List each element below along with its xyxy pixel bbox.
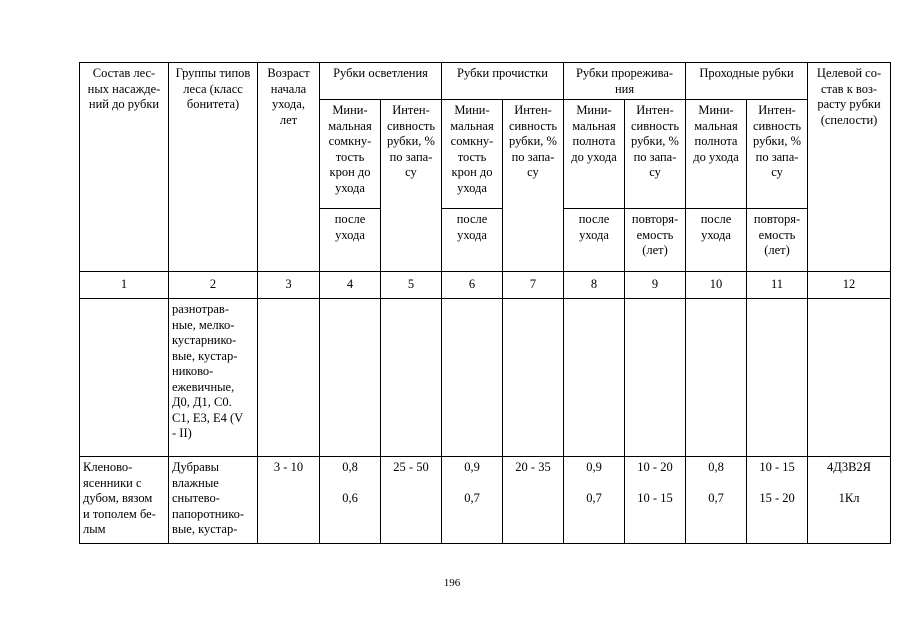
- cell-value: [625, 299, 686, 457]
- cell-start-age: [258, 299, 320, 457]
- cell-value: [564, 299, 625, 457]
- cell-value: 0,9 0,7: [442, 457, 503, 544]
- subheader-repeatability-thinning: повторя- емость (лет): [625, 209, 686, 272]
- table-row: [80, 457, 891, 544]
- header-passage-cutting: Проходные рубки: [686, 63, 808, 100]
- cell-value: 10 - 15 15 - 20: [747, 457, 808, 544]
- subheader-intensity-release: Интен- сивность рубки, % по запа- су: [381, 100, 442, 272]
- column-number: 10: [686, 272, 747, 299]
- subheader-min-density-passage: Мини- мальная полнота до ухода: [686, 100, 747, 209]
- column-number: 12: [808, 272, 891, 299]
- cell-value: [503, 299, 564, 457]
- subheader-after-care-thinning: после ухода: [564, 209, 625, 272]
- cell-value: 0,8 0,7: [686, 457, 747, 544]
- cell-composition: [80, 299, 169, 457]
- page-number: 196: [443, 577, 461, 589]
- cell-forest-type: Дубравы влажные снытево- папоротнико- вые, кустар-: [169, 457, 258, 544]
- subheader-after-care-release: после ухода: [320, 209, 381, 272]
- column-number: 4: [320, 272, 381, 299]
- cell-composition: Кленово- ясенники с дубом, вязом и тополем бе- лым: [80, 457, 169, 544]
- header-cleaning-cutting: Рубки прочистки: [442, 63, 564, 100]
- cell-value: 25 - 50: [381, 457, 442, 544]
- header-release-cutting: Рубки осветления: [320, 63, 442, 100]
- header-target-composition: Целевой со- став к воз- расту рубки (спелости): [808, 63, 891, 272]
- cell-value: [442, 299, 503, 457]
- table-row: [80, 299, 891, 457]
- column-number: 9: [625, 272, 686, 299]
- column-number: 3: [258, 272, 320, 299]
- header-forest-type-groups: Группы типов леса (класс бонитета): [169, 63, 258, 272]
- header-composition-before: Состав лес- ных насажде- ний до рубки: [80, 63, 169, 272]
- cell-target: 4Д3В2Я 1Кл: [808, 457, 891, 544]
- subheader-min-density-thinning: Мини- мальная полнота до ухода: [564, 100, 625, 209]
- subheader-after-care-cleaning: после ухода: [442, 209, 503, 272]
- cell-value: [747, 299, 808, 457]
- cell-value: 10 - 20 10 - 15: [625, 457, 686, 544]
- subheader-repeatability-passage: повторя- емость (лет): [747, 209, 808, 272]
- cell-value: [320, 299, 381, 457]
- cell-value: [686, 299, 747, 457]
- column-number: 11: [747, 272, 808, 299]
- header-start-age: Возраст начала ухода, лет: [258, 63, 320, 272]
- column-number: 5: [381, 272, 442, 299]
- column-number: 6: [442, 272, 503, 299]
- subheader-intensity-thinning: Интен- сивность рубки, % по запа- су: [625, 100, 686, 209]
- silviculture-table: [79, 62, 891, 544]
- column-number: 2: [169, 272, 258, 299]
- subheader-intensity-cleaning: Интен- сивность рубки, % по запа- су: [503, 100, 564, 272]
- cell-value: [381, 299, 442, 457]
- header-thinning: Рубки прорежива- ния: [564, 63, 686, 100]
- cell-forest-type: разнотрав- ные, мелко- кустарнико- вые, кустар- никово- ежевичные, Д0, Д1, С0. С1, Е3, Е4 (V - II): [169, 299, 258, 457]
- cell-target: [808, 299, 891, 457]
- column-number: 8: [564, 272, 625, 299]
- subheader-min-closure-release: Мини- мальная сомкну- тость крон до ухода: [320, 100, 381, 209]
- cell-value: 20 - 35: [503, 457, 564, 544]
- cell-value: 0,8 0,6: [320, 457, 381, 544]
- subheader-min-closure-cleaning: Мини- мальная сомкну- тость крон до ухода: [442, 100, 503, 209]
- subheader-after-care-passage: после ухода: [686, 209, 747, 272]
- cell-value: 0,9 0,7: [564, 457, 625, 544]
- subheader-intensity-passage: Интен- сивность рубки, % по запа- су: [747, 100, 808, 209]
- cell-start-age: 3 - 10: [258, 457, 320, 544]
- column-number: 1: [80, 272, 169, 299]
- column-number: 7: [503, 272, 564, 299]
